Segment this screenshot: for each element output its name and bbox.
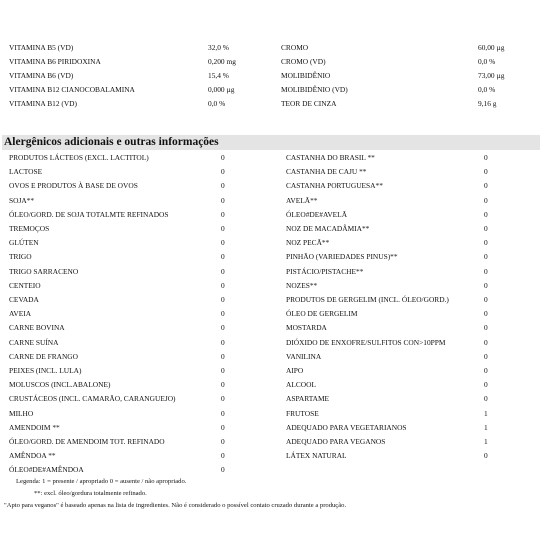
allergen-name: NOZES**: [286, 280, 318, 290]
allergen-value: 0: [221, 394, 225, 404]
allergen-value: 1: [484, 437, 488, 446]
allergen-value: 0: [484, 167, 488, 177]
allergen-value: 0: [484, 451, 488, 461]
allergen-name: TRIGO: [9, 252, 32, 262]
allergen-value: 0: [221, 323, 225, 333]
allergen-value: 0: [484, 323, 488, 333]
nutrient-name: TEOR DE CINZA: [281, 99, 337, 108]
vegan-disclaimer-note: "Apto para veganos" é baseado apenas na lista de ingredientes. Não é considerado o possível contato cruzado durante a produção.: [4, 502, 347, 509]
allergen-value: 0: [221, 209, 225, 219]
allergen-value: 0: [484, 224, 488, 233]
allergen-name: AIPO: [286, 366, 304, 375]
allergen-value: 0: [484, 295, 488, 304]
allergen-name: ÓLEO#DE#AMÊNDOA: [9, 465, 84, 475]
allergen-row: [0, 338, 542, 352]
vitamin-row: [0, 57, 542, 71]
allergen-row: [0, 423, 542, 437]
nutrient-value: 0,0 %: [208, 99, 226, 108]
allergen-row: [0, 196, 542, 210]
allergen-value: 0: [484, 394, 488, 404]
allergen-value: 0: [221, 153, 225, 162]
allergen-name: CARNE BOVINA: [9, 323, 65, 333]
allergen-value: 0: [221, 337, 225, 347]
allergen-name: CARNE DE FRANGO: [9, 351, 78, 361]
allergen-name: PRODUTOS DE GERGELIM (INCL. ÓLEO/GORD.): [286, 295, 449, 304]
allergen-name: PINHÃO (VARIEDADES PINUS)**: [286, 252, 398, 262]
allergen-name: AMENDOIM **: [9, 422, 60, 432]
allergen-row: [0, 167, 542, 181]
allergen-name: TREMOÇOS: [9, 224, 50, 233]
allergen-name: OVOS E PRODUTOS À BASE DE OVOS: [9, 181, 138, 191]
allergen-name: MILHO: [9, 408, 34, 418]
allergen-value: 0: [221, 266, 225, 276]
nutrient-name: VITAMINA B12 (VD): [9, 99, 77, 108]
nutrient-value: 0,0 %: [478, 57, 496, 66]
allergen-row: [0, 295, 542, 309]
allergen-row: [0, 210, 542, 224]
allergen-name: LACTOSE: [9, 167, 43, 177]
allergen-row: [0, 323, 542, 337]
allergen-row: [0, 267, 542, 281]
nutrient-value: 9,16 g: [478, 99, 497, 108]
nutrient-name: VITAMINA B6 PIRIDOXINA: [9, 57, 101, 66]
allergen-value: 0: [221, 422, 225, 432]
allergen-value: 0: [221, 408, 225, 418]
allergen-name: ADEQUADO PARA VEGETARIANOS: [286, 422, 407, 432]
allergen-value: 0: [484, 337, 488, 347]
nutrient-value: 0,200 mg: [208, 57, 236, 66]
allergen-value: 0: [221, 181, 225, 191]
allergen-row: [0, 252, 542, 266]
allergen-value: 0: [221, 238, 225, 248]
vitamin-row: [0, 85, 542, 99]
allergen-name: AVELÃ**: [286, 195, 318, 205]
allergen-name: PRODUTOS LÁCTEOS (EXCL. LACTITOL): [9, 153, 149, 162]
allergen-value: 0: [221, 224, 225, 233]
allergen-name: CASTANHA PORTUGUESA**: [286, 181, 383, 191]
nutrient-name: VITAMINA B12 CIANOCOBALAMINA: [9, 85, 135, 94]
allergen-value: 0: [221, 195, 225, 205]
allergen-value: 0: [484, 351, 488, 361]
allergen-name: CENTEIO: [9, 280, 41, 290]
vitamin-row: [0, 43, 542, 57]
nutrient-name: VITAMINA B5 (VD): [9, 43, 74, 52]
allergen-name: MOLUSCOS (INCL.ABALONE): [9, 380, 111, 390]
allergen-name: DIÓXIDO DE ENXOFRE/SULFITOS CON>10PPM: [286, 337, 446, 347]
legend-note: Legenda: 1 = presente / apropriado 0 = ausente / não apropriado.: [16, 478, 187, 485]
allergen-name: MOSTARDA: [286, 323, 327, 333]
nutrient-name: MOLIBIDÊNIO (VD): [281, 85, 348, 94]
nutrient-name: VITAMINA B6 (VD): [9, 71, 74, 80]
allergen-value: 0: [221, 451, 225, 461]
allergen-value: 0: [484, 209, 488, 219]
allergen-value: 0: [484, 153, 488, 162]
allergen-value: 0: [221, 465, 225, 475]
allergen-row: [0, 309, 542, 323]
allergen-value: 0: [221, 437, 225, 446]
allergen-name: ÓLEO/GORD. DE AMENDOIM TOT. REFINADO: [9, 437, 165, 446]
allergen-value: 0: [484, 309, 488, 319]
allergens-section-title: Alergênicos adicionais e outras informações: [2, 135, 540, 150]
refined-oil-note: **: excl. óleo/gordura totalmente refinado.: [34, 490, 147, 497]
allergen-row: [0, 153, 542, 167]
allergen-value: 1: [484, 422, 488, 432]
allergen-name: CASTANHA DO BRASIL **: [286, 153, 375, 162]
allergen-name: VANILINA: [286, 351, 322, 361]
allergen-name: SOJA**: [9, 195, 35, 205]
vitamin-row: [0, 71, 542, 85]
allergen-name: CRUSTÁCEOS (INCL. CAMARÃO, CARANGUEJO): [9, 394, 176, 404]
allergen-value: 1: [484, 408, 488, 418]
allergen-name: PISTÁCIO/PISTACHE**: [286, 266, 364, 276]
allergen-value: 0: [484, 195, 488, 205]
nutrient-name: CROMO (VD): [281, 57, 326, 66]
allergen-name: GLÚTEN: [9, 238, 39, 248]
nutrient-name: MOLIBIDÊNIO: [281, 71, 331, 80]
allergen-row: [0, 394, 542, 408]
allergen-value: 0: [484, 266, 488, 276]
allergen-name: CARNE SUÍNA: [9, 337, 59, 347]
allergen-name: ADEQUADO PARA VEGANOS: [286, 437, 386, 446]
allergen-name: FRUTOSE: [286, 408, 319, 418]
allergen-name: NOZ PECÃ**: [286, 238, 330, 248]
allergen-value: 0: [484, 380, 488, 390]
allergen-value: 0: [484, 238, 488, 248]
nutrient-value: 0,000 µg: [208, 85, 235, 94]
allergen-name: NOZ DE MACADÂMIA**: [286, 224, 370, 233]
allergen-value: 0: [484, 280, 488, 290]
allergen-value: 0: [221, 366, 225, 375]
allergen-value: 0: [221, 309, 225, 319]
allergen-value: 0: [221, 295, 225, 304]
allergen-value: 0: [484, 366, 488, 375]
allergen-value: 0: [221, 380, 225, 390]
allergen-row: [0, 366, 542, 380]
vitamin-row: [0, 99, 542, 113]
allergen-row: [0, 451, 542, 465]
allergen-row: [0, 437, 542, 451]
allergen-name: CASTANHA DE CAJU **: [286, 167, 367, 177]
allergen-row: [0, 181, 542, 195]
allergen-value: 0: [221, 252, 225, 262]
allergen-name: ÓLEO#DE#AVELÃ: [286, 209, 348, 219]
allergen-row: [0, 224, 542, 238]
nutrient-name: CROMO: [281, 43, 309, 52]
allergen-row: [0, 409, 542, 423]
allergen-value: 0: [221, 167, 225, 177]
allergen-value: 0: [221, 351, 225, 361]
allergen-value: 0: [221, 280, 225, 290]
allergen-name: TRIGO SARRACENO: [9, 266, 79, 276]
nutrient-value: 73,00 µg: [478, 71, 505, 80]
allergen-name: PEIXES (INCL. LULA): [9, 366, 82, 375]
allergen-name: AMÊNDOA **: [9, 451, 56, 461]
allergen-row: [0, 352, 542, 366]
allergen-row: [0, 238, 542, 252]
allergen-name: ASPARTAME: [286, 394, 330, 404]
allergen-row: [0, 380, 542, 394]
allergen-name: CEVADA: [9, 295, 39, 304]
allergen-name: LÁTEX NATURAL: [286, 451, 347, 461]
nutrient-value: 0,0 %: [478, 85, 496, 94]
nutrient-value: 15,4 %: [208, 71, 229, 80]
allergen-value: 0: [484, 181, 488, 191]
allergen-value: 0: [484, 252, 488, 262]
allergen-name: AVEIA: [9, 309, 32, 319]
nutrient-value: 32,0 %: [208, 43, 229, 52]
allergen-row: [0, 281, 542, 295]
allergen-name: ALCOOL: [286, 380, 316, 390]
allergen-name: ÓLEO/GORD. DE SOJA TOTALMTE REFINADOS: [9, 209, 169, 219]
allergen-name: ÓLEO DE GERGELIM: [286, 309, 358, 319]
nutrient-value: 60,00 µg: [478, 43, 505, 52]
